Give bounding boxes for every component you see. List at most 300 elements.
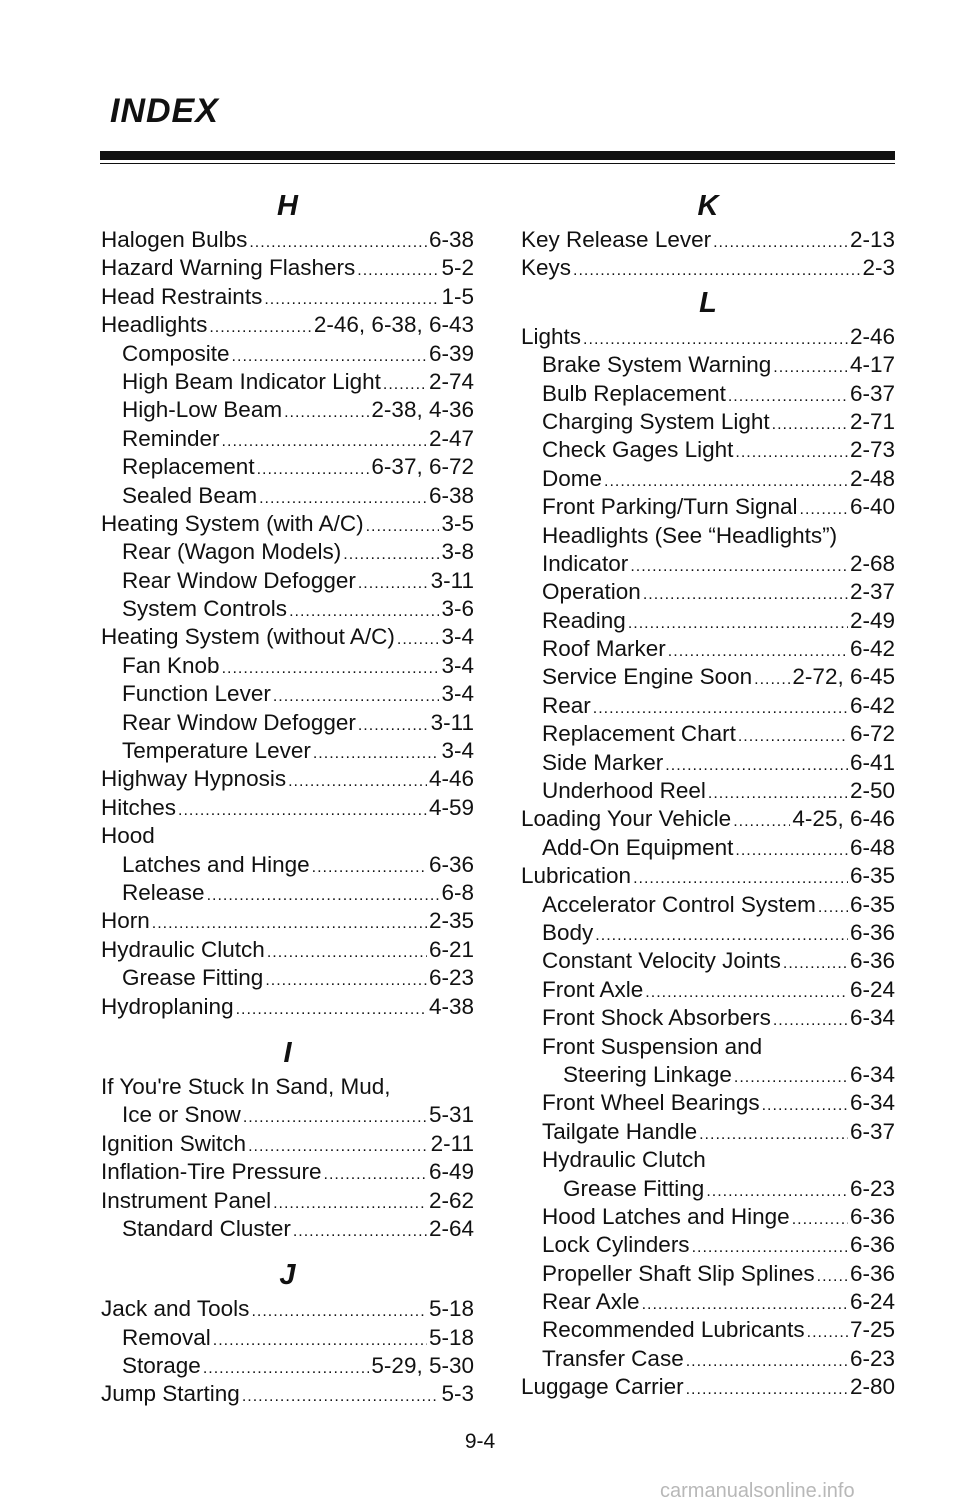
dot-leader — [738, 723, 848, 751]
index-entry — [521, 1004, 895, 1032]
dot-leader — [178, 797, 427, 825]
entry-page-ref: 6-36 — [849, 948, 895, 974]
dot-leader — [288, 768, 427, 796]
index-entry — [521, 834, 895, 862]
dot-leader — [357, 257, 439, 285]
index-entry — [521, 1146, 895, 1174]
entry-page-ref: 6-38 — [428, 482, 474, 508]
entry-page-ref: 6-39 — [428, 340, 474, 366]
entry-label: Accelerator Control System — [542, 891, 816, 917]
index-entry — [101, 907, 474, 935]
entry-page-ref: 6-38 — [428, 227, 474, 252]
entry-label: Reading — [542, 607, 626, 633]
index-entry — [101, 680, 474, 708]
entry-label: Highway Hypnosis — [101, 766, 287, 792]
dot-leader — [792, 1206, 848, 1234]
index-entry — [521, 1175, 895, 1203]
entry-label: Front Parking/Turn Signal — [542, 494, 798, 520]
index-entry — [521, 493, 895, 521]
entry-page-ref: 4-38 — [428, 993, 474, 1019]
index-entry — [101, 1101, 474, 1129]
entry-label: Front Axle — [542, 976, 644, 1002]
entry-page-ref: 6-21 — [428, 936, 474, 962]
dot-leader — [257, 456, 370, 484]
index-entry — [521, 1260, 895, 1288]
dot-leader — [267, 939, 427, 967]
dot-leader — [209, 314, 312, 342]
index-entry — [101, 482, 474, 510]
entry-label: Ignition Switch — [101, 1130, 247, 1156]
dot-leader — [273, 1190, 427, 1218]
section-letter: K — [697, 190, 719, 222]
entry-page-ref: 6-37 — [849, 380, 895, 406]
entry-page-ref: 2-64 — [428, 1215, 474, 1241]
entry-label: Replacement Chart — [542, 721, 736, 747]
entry-page-ref: 6-8 — [441, 879, 474, 905]
entry-page-ref: 6-49 — [428, 1159, 474, 1185]
index-entry — [101, 311, 474, 339]
entry-page-ref: 5-18 — [428, 1296, 474, 1322]
dot-leader — [593, 695, 848, 723]
entry-label: Rear — [542, 692, 591, 718]
index-entry — [101, 1130, 474, 1158]
dot-leader — [358, 712, 429, 740]
entry-label: Transfer Case — [542, 1345, 684, 1371]
entry-label: Loading Your Vehicle — [521, 806, 732, 832]
dot-leader — [213, 1327, 427, 1355]
entry-label: Underhood Reel — [542, 778, 706, 804]
index-entry — [101, 1295, 474, 1323]
dot-leader — [366, 513, 440, 541]
dot-leader — [807, 1319, 848, 1347]
index-entry — [101, 794, 474, 822]
index-entry — [101, 396, 474, 424]
entry-page-ref: 6-36 — [849, 1232, 895, 1258]
entry-page-ref: 2-11 — [430, 1130, 474, 1156]
entry-label: Latches and Hinge — [122, 851, 310, 877]
entry-label: Grease Fitting — [563, 1175, 705, 1201]
entry-page-ref: 2-68 — [849, 550, 895, 576]
dot-leader — [817, 1263, 848, 1291]
dot-leader — [754, 666, 790, 694]
page-number: 9-4 — [464, 1430, 496, 1453]
entry-label: Horn — [101, 908, 150, 934]
dot-leader — [668, 638, 848, 666]
entry-label: Rear Axle — [542, 1289, 640, 1315]
index-entry — [521, 465, 895, 493]
index-entry — [521, 777, 895, 805]
index-entry — [521, 862, 895, 890]
index-entry — [521, 1203, 895, 1231]
dot-leader — [324, 1161, 427, 1189]
dot-leader — [249, 229, 427, 257]
index-entry — [521, 720, 895, 748]
entry-page-ref: 6-37 — [849, 1118, 895, 1144]
entry-label: Function Lever — [122, 681, 271, 707]
index-column-left — [101, 186, 474, 1409]
entry-label: Temperature Lever — [122, 738, 311, 764]
index-entry — [521, 323, 895, 351]
index-entry — [101, 453, 474, 481]
entry-page-ref: 6-42 — [849, 692, 895, 718]
entry-page-ref: 3-6 — [441, 596, 474, 622]
entry-label: Fan Knob — [122, 652, 220, 678]
section-letter: L — [699, 286, 717, 319]
index-entry — [521, 254, 895, 282]
entry-label: Hitches — [101, 794, 177, 820]
entry-page-ref: 3-4 — [441, 652, 474, 678]
entry-label: Lights — [521, 323, 582, 349]
entry-page-ref: 2-35 — [428, 908, 474, 934]
entry-label: Halogen Bulbs — [101, 227, 248, 252]
entry-label: Rear Window Defogger — [122, 567, 356, 593]
entry-label: Jack and Tools — [101, 1296, 250, 1322]
entry-page-ref: 6-72 — [849, 721, 895, 747]
dot-leader — [207, 882, 440, 910]
entry-page-ref: 2-73 — [849, 437, 895, 463]
entry-label: Luggage Carrier — [521, 1374, 684, 1400]
index-entry — [101, 709, 474, 737]
entry-page-ref: 4-17 — [849, 352, 895, 378]
entry-page-ref: 2-3 — [862, 255, 895, 281]
dot-leader — [313, 740, 440, 768]
entry-label: System Controls — [122, 596, 288, 622]
entry-label: Release — [122, 879, 205, 905]
index-entry — [521, 1345, 895, 1373]
dot-leader — [222, 655, 440, 683]
entry-page-ref: 6-23 — [849, 1345, 895, 1371]
entry-label: Front Suspension and — [542, 1033, 763, 1059]
index-entry — [101, 879, 474, 907]
dot-leader — [630, 553, 848, 581]
dot-leader — [289, 598, 439, 626]
entry-label: Removal — [122, 1324, 211, 1350]
dot-leader — [312, 854, 427, 882]
entry-page-ref: 5-18 — [428, 1324, 474, 1350]
entry-label: Side Marker — [542, 749, 664, 775]
entry-label: Lock Cylinders — [542, 1232, 690, 1258]
entry-page-ref: 2-13 — [849, 227, 895, 252]
index-entry — [101, 1158, 474, 1186]
entry-label: Recommended Lubricants — [542, 1317, 805, 1343]
dot-leader — [236, 996, 427, 1024]
index-column-right — [521, 186, 895, 1402]
index-entry — [101, 254, 474, 282]
entry-label: Hydroplaning — [101, 993, 234, 1019]
dot-leader — [699, 1121, 848, 1149]
index-entry — [101, 1380, 474, 1408]
entry-page-ref: 2-38, 4-36 — [371, 397, 474, 423]
entry-label: Grease Fitting — [122, 965, 264, 991]
entry-page-ref: 5-31 — [428, 1102, 474, 1128]
dot-leader — [642, 1291, 848, 1319]
entry-page-ref: 5-2 — [441, 255, 474, 281]
dot-leader — [818, 894, 848, 922]
index-entry — [521, 522, 895, 550]
entry-label: Reminder — [122, 425, 220, 451]
index-entry — [101, 623, 474, 651]
entry-label: Key Release Lever — [521, 227, 712, 252]
entry-label: Hydraulic Clutch — [542, 1147, 706, 1173]
entry-label: High Beam Indicator Light — [122, 368, 381, 394]
entry-label: Charging System Light — [542, 408, 770, 434]
entry-page-ref: 5-29, 5-30 — [371, 1353, 474, 1379]
index-entry — [101, 368, 474, 396]
dot-leader — [248, 1133, 429, 1161]
index-entry — [101, 964, 474, 992]
entry-label: Headlights — [101, 312, 208, 338]
entry-label: Heating System (with A/C) — [101, 510, 364, 536]
index-entry — [521, 1118, 895, 1146]
entry-page-ref: 6-34 — [849, 1061, 895, 1087]
dot-leader — [762, 1092, 848, 1120]
dot-leader — [573, 257, 860, 285]
entry-page-ref: 2-46 — [849, 323, 895, 349]
entry-label: Ice or Snow — [122, 1102, 241, 1128]
dot-leader — [222, 428, 427, 456]
entry-page-ref: 2-50 — [849, 778, 895, 804]
index-entry — [521, 919, 895, 947]
dot-leader — [265, 967, 427, 995]
dot-leader — [734, 1064, 848, 1092]
entry-label: Front Shock Absorbers — [542, 1005, 771, 1031]
dot-leader — [686, 1376, 848, 1404]
section-letter: H — [277, 190, 298, 222]
entry-label: Dome — [542, 465, 603, 491]
entry-page-ref: 4-25, 6-46 — [792, 806, 895, 832]
entry-page-ref: 6-24 — [849, 1289, 895, 1315]
index-entry — [101, 283, 474, 311]
index-entry — [521, 976, 895, 1004]
dot-leader — [152, 910, 427, 938]
index-entry — [521, 408, 895, 436]
entry-page-ref: 3-4 — [441, 738, 474, 764]
index-entry — [101, 1352, 474, 1380]
entry-page-ref: 6-36 — [428, 851, 474, 877]
entry-label: Tailgate Handle — [542, 1118, 698, 1144]
entry-page-ref: 2-72, 6-45 — [792, 664, 895, 690]
index-entry — [521, 1061, 895, 1089]
entry-label: Service Engine Soon — [542, 664, 753, 690]
entry-label: Body — [542, 919, 594, 945]
dot-leader — [595, 922, 848, 950]
index-entry — [521, 749, 895, 777]
index-entry — [521, 891, 895, 919]
entry-page-ref: 3-8 — [441, 539, 474, 565]
dot-leader — [203, 1355, 370, 1383]
index-title: INDEX — [110, 92, 219, 130]
dot-leader — [733, 808, 790, 836]
index-entry — [101, 822, 474, 850]
index-entry — [101, 1073, 474, 1101]
entry-page-ref: 6-42 — [849, 636, 895, 662]
dot-leader — [773, 354, 848, 382]
dot-leader — [264, 286, 439, 314]
entry-label: Rear Window Defogger — [122, 709, 356, 735]
index-entry — [521, 1316, 895, 1344]
entry-label: Headlights (See “Headlights”) — [542, 522, 838, 548]
entry-label: Steering Linkage — [563, 1061, 732, 1087]
dot-leader — [645, 979, 848, 1007]
entry-page-ref: 6-37, 6-72 — [371, 454, 474, 480]
entry-label: Hood — [101, 823, 155, 849]
entry-page-ref: 6-40 — [849, 494, 895, 520]
entry-label: Rear (Wagon Models) — [122, 539, 342, 565]
entry-label: Head Restraints — [101, 283, 263, 309]
entry-label: Operation — [542, 579, 641, 605]
entry-page-ref: 6-24 — [849, 976, 895, 1002]
entry-label: Instrument Panel — [101, 1187, 272, 1213]
index-entry — [521, 578, 895, 606]
index-entry — [101, 510, 474, 538]
entry-label: Replacement — [122, 454, 255, 480]
entry-page-ref: 2-62 — [428, 1187, 474, 1213]
entry-page-ref: 6-35 — [849, 863, 895, 889]
entry-page-ref: 2-47 — [428, 425, 474, 451]
dot-leader — [343, 541, 439, 569]
entry-label: Sealed Beam — [122, 482, 258, 508]
entry-label: High-Low Beam — [122, 397, 283, 423]
index-entry — [521, 805, 895, 833]
dot-leader — [633, 865, 848, 893]
dot-leader — [735, 439, 848, 467]
index-entry — [521, 635, 895, 663]
entry-label: Heating System (without A/C) — [101, 624, 395, 650]
index-entry — [101, 567, 474, 595]
entry-label: Lubrication — [521, 863, 632, 889]
index-entry — [521, 692, 895, 720]
entry-page-ref: 2-49 — [849, 607, 895, 633]
entry-label: Add-On Equipment — [542, 834, 734, 860]
entry-label: Storage — [122, 1353, 201, 1379]
dot-leader — [232, 343, 427, 371]
dot-leader — [242, 1383, 440, 1411]
index-entry — [101, 765, 474, 793]
entry-label: Indicator — [542, 550, 629, 576]
entry-label: Hydraulic Clutch — [101, 936, 265, 962]
section-letter: I — [283, 1036, 292, 1069]
index-entry — [521, 226, 895, 254]
index-entry — [521, 436, 895, 464]
index-entry — [101, 737, 474, 765]
index-entry — [101, 1187, 474, 1215]
entry-page-ref: 2-71 — [849, 408, 895, 434]
index-entry — [101, 595, 474, 623]
entry-page-ref: 4-46 — [428, 766, 474, 792]
dot-leader — [706, 1178, 848, 1206]
dot-leader — [583, 326, 848, 354]
dot-leader — [708, 780, 848, 808]
index-entry — [521, 1089, 895, 1117]
entry-page-ref: 6-34 — [849, 1090, 895, 1116]
entry-page-ref: 2-80 — [849, 1374, 895, 1400]
entry-page-ref: 6-48 — [849, 834, 895, 860]
entry-page-ref: 1-5 — [441, 283, 474, 309]
dot-leader — [773, 1007, 848, 1035]
dot-leader — [783, 950, 848, 978]
entry-page-ref: 6-36 — [849, 1203, 895, 1229]
index-entry — [101, 652, 474, 680]
index-entry — [521, 607, 895, 635]
dot-leader — [713, 229, 848, 257]
dot-leader — [243, 1104, 427, 1132]
entry-page-ref: 6-41 — [849, 749, 895, 775]
entry-page-ref: 2-46, 6-38, 6-43 — [313, 312, 474, 338]
index-entry — [101, 851, 474, 879]
entry-label: Inflation-Tire Pressure — [101, 1159, 322, 1185]
index-entry — [101, 1324, 474, 1352]
entry-page-ref: 6-34 — [849, 1005, 895, 1031]
entry-label: Propeller Shaft Slip Splines — [542, 1260, 815, 1286]
entry-page-ref: 2-74 — [428, 368, 474, 394]
index-entry — [521, 663, 895, 691]
dot-leader — [686, 1348, 848, 1376]
entry-page-ref: 3-4 — [441, 681, 474, 707]
entry-page-ref: 2-48 — [849, 465, 895, 491]
entry-page-ref: 3-11 — [430, 709, 474, 735]
entry-label: Roof Marker — [542, 636, 666, 662]
index-entry — [521, 550, 895, 578]
entry-page-ref: 6-23 — [849, 1175, 895, 1201]
index-entry — [101, 425, 474, 453]
entry-label: Hazard Warning Flashers — [101, 255, 356, 281]
dot-leader — [284, 399, 369, 427]
entry-page-ref: 4-59 — [428, 794, 474, 820]
dot-leader — [665, 752, 848, 780]
entry-page-ref: 3-11 — [430, 567, 474, 593]
header-rule — [100, 151, 895, 160]
entry-label: Jump Starting — [101, 1381, 240, 1407]
index-entry — [521, 1373, 895, 1401]
dot-leader — [383, 371, 427, 399]
entry-label: Check Gages Light — [542, 437, 734, 463]
dot-leader — [728, 383, 848, 411]
entry-page-ref: 7-25 — [849, 1317, 895, 1343]
dot-leader — [800, 496, 848, 524]
index-entry — [521, 1033, 895, 1061]
entry-label: Bulb Replacement — [542, 380, 726, 406]
dot-leader — [251, 1298, 427, 1326]
index-entry — [101, 226, 474, 254]
entry-page-ref: 6-36 — [849, 919, 895, 945]
index-entry — [101, 538, 474, 566]
dot-leader — [604, 468, 848, 496]
dot-leader — [628, 610, 848, 638]
entry-label: If You're Stuck In Sand, Mud, — [101, 1073, 391, 1099]
index-entry — [101, 993, 474, 1021]
entry-page-ref: 2-37 — [849, 579, 895, 605]
dot-leader — [735, 837, 848, 865]
section-letter: J — [279, 1259, 296, 1292]
index-entry — [521, 1288, 895, 1316]
index-entry — [521, 380, 895, 408]
header-rule-thin — [100, 163, 895, 164]
entry-page-ref: 6-36 — [849, 1260, 895, 1286]
index-entry — [521, 947, 895, 975]
dot-leader — [273, 683, 440, 711]
dot-leader — [692, 1234, 848, 1262]
index-entry — [101, 340, 474, 368]
dot-leader — [397, 626, 440, 654]
entry-label: Brake System Warning — [542, 352, 772, 378]
entry-page-ref: 3-4 — [441, 624, 474, 650]
index-entry — [101, 1215, 474, 1243]
dot-leader — [358, 570, 429, 598]
dot-leader — [772, 411, 848, 439]
entry-page-ref: 6-35 — [849, 891, 895, 917]
dot-leader — [293, 1218, 427, 1246]
entry-label: Hood Latches and Hinge — [542, 1203, 790, 1229]
